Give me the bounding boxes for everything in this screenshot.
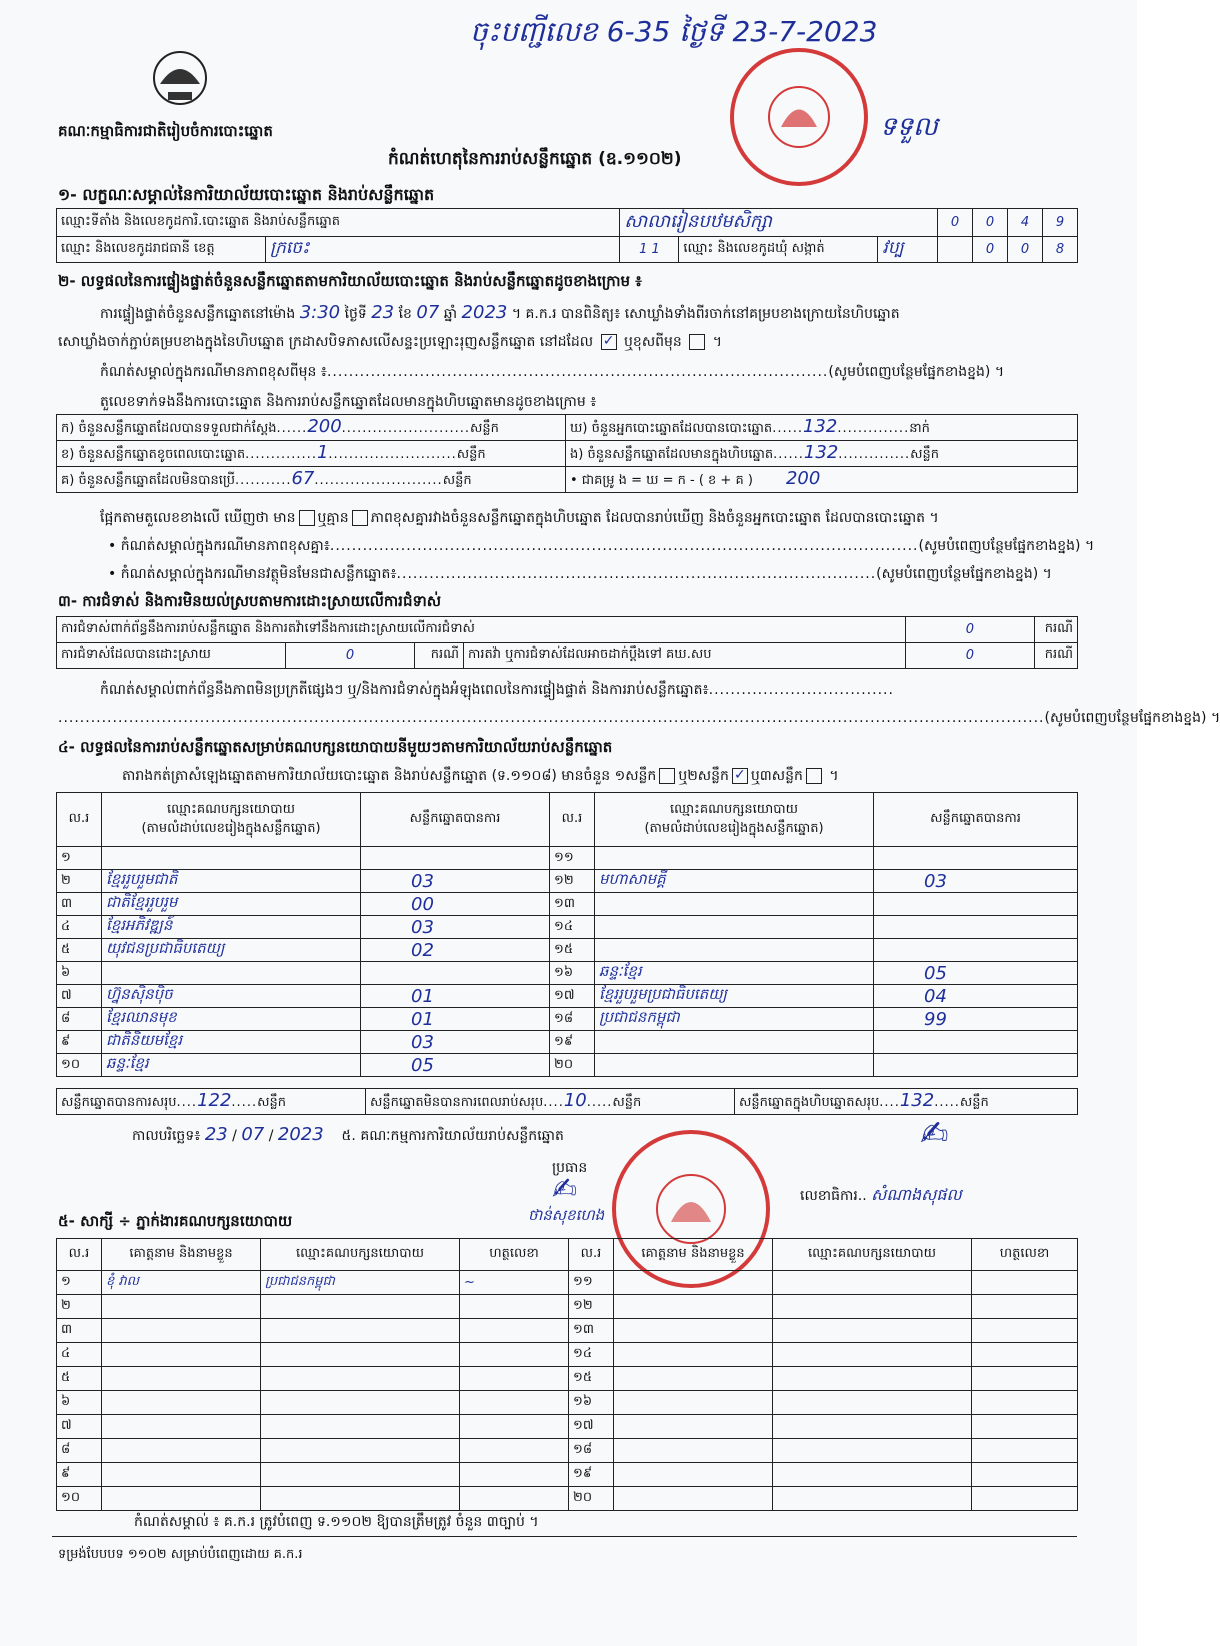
party-name: ជាតិខ្មែររួបរួម — [102, 893, 361, 916]
witness-row — [57, 1367, 1078, 1391]
results-row — [57, 893, 1078, 916]
witness-signature — [972, 1367, 1078, 1391]
commune-label: ឈ្មោះ និងលេខកូដឃុំ សង្កាត់ — [679, 237, 878, 263]
witness-number: ៨ — [57, 1439, 102, 1463]
party-name: ឆន្ទៈខ្មែរ — [102, 1054, 361, 1077]
party-number: ៦ — [57, 962, 102, 985]
province-label: ឈ្មោះ និងលេខកូដរាជធានី ខេត្ត — [57, 237, 266, 263]
witness-number: ១០ — [57, 1487, 102, 1511]
witness-name — [102, 1367, 261, 1391]
witness-number: ២ — [57, 1295, 102, 1319]
witness-signature — [972, 1415, 1078, 1439]
witness-signature: ~ — [460, 1271, 569, 1295]
irregularity-note-cont: .....................................................................................................................................................................................(សូមបំពេញបន្ថែមផ្នែកខាងខ្នង) ។ — [58, 710, 1220, 726]
section4-title: ៤- លទ្ធផលនៃការរាប់សន្លឹកឆ្នោតសម្រាប់គណបក្សនយោបាយនីមួយៗតាមការិយាល័យរាប់សន្លឹកឆ្នោត — [58, 738, 613, 756]
results-row — [57, 939, 1078, 962]
party-name — [595, 893, 874, 916]
witness-name — [614, 1463, 773, 1487]
witness-signature — [460, 1319, 569, 1343]
witness-row — [57, 1319, 1078, 1343]
party-number: ៥ — [57, 939, 102, 962]
tally-sheet-count-line: តារាងកត់ត្រាសំឡេងឆ្នោតតាមការិយាល័យបោះឆ្នោត និងរាប់សន្លឹកឆ្នោត (ទ.១១០៨) មានចំនួន ១សន្លឹក ឬ២សន្លឹក ✓ ឬ៣សន្លឹក ។ — [122, 767, 839, 784]
results-row — [57, 847, 1078, 870]
witness-name — [102, 1295, 261, 1319]
witness-name — [102, 1487, 261, 1511]
witness-signature — [460, 1439, 569, 1463]
objections-table: ការជំទាស់ពាក់ព័ន្ធនឹងការរាប់សន្លឹកឆ្នោត និងការតវ៉ាទៅនឹងការដោះស្រាយលើការជំទាស់ 0 ករណី ការជំទាស់ដែលបានដោះស្រាយ 0 ករណី ការតវ៉ា ឬការជំទាស់ដែលអាចដាក់ប្តឹងទៅ គឃ.សប 0 ករណី — [56, 616, 1078, 669]
witness-signature — [972, 1487, 1078, 1511]
handwritten-receipt-note: ចុះបញ្ជីលេខ 6-35 ថ្ងៃទី 23-7-2023 — [470, 15, 878, 48]
two-sheets-checkbox[interactable]: ✓ — [732, 768, 748, 784]
party-votes: 01 — [361, 985, 550, 1008]
witness-number: ៤ — [57, 1343, 102, 1367]
witness-signature — [972, 1271, 1078, 1295]
party-number: ១៣ — [550, 893, 595, 916]
secretary-signature: ✍ — [920, 1114, 949, 1154]
witness-party — [773, 1271, 972, 1295]
witness-signature — [972, 1391, 1078, 1415]
witness-signature — [972, 1319, 1078, 1343]
unchanged-checkbox[interactable]: ✓ — [601, 334, 617, 350]
witness-party — [773, 1295, 972, 1319]
witness-number: ១៦ — [569, 1391, 614, 1415]
party-votes: 03 — [361, 870, 550, 893]
secretary-line: លេខាធិការ.. សំណាងសុផល — [800, 1185, 962, 1204]
section1-table — [56, 208, 1078, 263]
witness-signature — [972, 1439, 1078, 1463]
party-votes: 03 — [361, 1031, 550, 1054]
resolved-count: 0 — [286, 643, 415, 669]
witness-party — [261, 1487, 460, 1511]
party-votes: 00 — [361, 893, 550, 916]
witness-party — [773, 1367, 972, 1391]
witness-number: ២០ — [569, 1487, 614, 1511]
results-row — [57, 962, 1078, 985]
party-votes: 05 — [361, 1054, 550, 1077]
ballot-figures-table — [56, 414, 1078, 493]
witness-party — [773, 1487, 972, 1511]
chair-signature: ✍ — [552, 1172, 578, 1207]
party-name: ខ្មែររួបរួមជាតិ — [102, 870, 361, 893]
results-table: ល.រ ឈ្មោះគណបក្សនយោបាយ (តាមលំដាប់លេខរៀងក្នុងសន្លឹកឆ្នោត) សន្លឹកឆ្នោតបានការ ល.រ ឈ្មោះគណបក្សនយោបាយ (តាមលំដាប់លេខរៀងក្នុងសន្លឹកឆ្នោត) សន្លឹកឆ្នោតបានការ ១ ១១ ២ ខ្មែររួបរួមជាតិ 03 ១២ មហាសាមគ្គី 03 ៣ ជាតិខ្មែររួបរួម 00 ១៣ ៤ ខ្មែរអភិវឌ្ឍន៍ 03 ១៤ ៥ យុវជនប្រជាធិបតេយ្យ 02 ១៥ ៦ ១៦ ឆន្ទៈខ្មែរ 05 ៧ ហ្វ៊ុនស៊ិនប៉ិច 01 ១៧ ខ្មែររួបរួមប្រជាធិបតេយ្យ 04 ៨ ខ្មែរឈានមុខ 01 ១៨ ប្រជាជនកម្ពុជា 99 ៩ ជាតិនិយមខ្មែរ 03 ១៩ ១០ ឆន្ទៈខ្មែរ 05 ២០ — [56, 792, 1078, 1077]
party-votes — [361, 847, 550, 870]
witness-number: ១២ — [569, 1295, 614, 1319]
location-code-3: 4 — [1008, 209, 1043, 237]
party-number: ៣ — [57, 893, 102, 916]
changed-checkbox[interactable] — [689, 334, 705, 350]
witness-name — [102, 1439, 261, 1463]
witness-name — [102, 1415, 261, 1439]
official-stamp-top — [730, 48, 868, 186]
witness-row — [57, 1391, 1078, 1415]
witness-party — [261, 1343, 460, 1367]
witness-number: ១១ — [569, 1271, 614, 1295]
chair-name: ថាន់សុខហេង — [528, 1206, 605, 1224]
witness-name — [102, 1343, 261, 1367]
witness-name — [102, 1319, 261, 1343]
witness-party — [773, 1343, 972, 1367]
formula-row: • ជាគម្រូ ង = ឃ = ក - ( ខ + គ ) 200 — [566, 467, 1078, 493]
party-name — [595, 916, 874, 939]
difference-note-line: កំណត់សម្គាល់ក្នុងករណីមានភាពខុសពីមុន ៖............................................................................................(សូមបំពេញបន្ថែមផ្នែកខាងខ្នង) ។ — [100, 364, 1005, 380]
witness-signature — [460, 1295, 569, 1319]
section1-title: ១- លក្ខណៈសម្គាល់នៃការិយាល័យបោះឆ្នោត និងរាប់សន្លឹកឆ្នោត — [58, 185, 435, 204]
witness-name — [614, 1415, 773, 1439]
party-number: ១៦ — [550, 962, 595, 985]
witness-name — [102, 1391, 261, 1415]
section3-title: ៣- ការជំទាស់ និងការមិនយល់ស្របតាមការដោះស្រាយលើការជំទាស់ — [58, 592, 442, 610]
witness-row — [57, 1295, 1078, 1319]
witness-row — [57, 1271, 1078, 1295]
party-name: ជាតិនិយមខ្មែរ — [102, 1031, 361, 1054]
party-number: ៩ — [57, 1031, 102, 1054]
party-votes: 02 — [361, 939, 550, 962]
witness-number: ១៨ — [569, 1439, 614, 1463]
witness-number: ៩ — [57, 1463, 102, 1487]
witness-number: ១៧ — [569, 1415, 614, 1439]
section5-title: ៥- សាក្សី ÷ ភ្នាក់ងារគណបក្សនយោបាយ — [58, 1212, 293, 1230]
party-name: ឆន្ទៈខ្មែរ — [595, 962, 874, 985]
verification-line: ការផ្ទៀងផ្ទាត់ចំនួនសន្លឹកឆ្នោតនៅម៉ោង 3:30 ថ្ងៃទី 23 ខែ 07 ឆ្នាំ 2023 ។ គ.ក.រ បានពិនិត្យ៖ សោឃ្លាំងទាំងពីរចាក់នៅគម្របខាងក្រោយនៃហិបឆ្នោត — [100, 302, 900, 323]
witness-party — [261, 1295, 460, 1319]
commune-value: វប្ប — [878, 237, 938, 263]
witness-party — [773, 1391, 972, 1415]
results-row — [57, 1031, 1078, 1054]
party-votes: 03 — [361, 916, 550, 939]
party-number: ១៩ — [550, 1031, 595, 1054]
difference-note: • កំណត់សម្គាល់ក្នុងករណីមានភាពខុសគ្នា៖............................................................................................................(សូមបំពេញបន្ថែមផ្នែកខាងខ្នង) ។ — [108, 538, 1095, 554]
nec-logo — [140, 44, 220, 116]
witness-row — [57, 1463, 1078, 1487]
party-number: ១៥ — [550, 939, 595, 962]
witness-party — [773, 1463, 972, 1487]
results-row — [57, 1054, 1078, 1077]
verification-time: 3:30 — [299, 302, 341, 323]
received-ballots: ក) ចំនួនសន្លឹកឆ្នោតដែលបានទទួលជាក់ស្តែង......200.........................សន្លឹក — [57, 415, 566, 441]
results-row — [57, 916, 1078, 939]
results-row — [57, 985, 1078, 1008]
party-votes — [361, 962, 550, 985]
witness-name — [614, 1439, 773, 1463]
witness-signature — [972, 1295, 1078, 1319]
witness-row — [57, 1439, 1078, 1463]
party-votes: 04 — [874, 985, 1078, 1008]
party-number: ៨ — [57, 1008, 102, 1031]
objection-label: ការជំទាស់ពាក់ព័ន្ធនឹងការរាប់សន្លឹកឆ្នោត និងការតវ៉ាទៅនឹងការដោះស្រាយលើការជំទាស់ — [57, 617, 906, 643]
figures-intro: តួលេខទាក់ទងនឹងការបោះឆ្នោត និងការរាប់សន្លឹកឆ្នោតដែលមានក្នុងហិបឆ្នោតមានដូចខាងក្រោម ៖ — [100, 394, 597, 410]
witness-number: ៥ — [57, 1367, 102, 1391]
invalid-total: សន្លឹកឆ្នោតមិនបានការពេលរាប់សរុប....10.....សន្លឹក — [366, 1089, 735, 1115]
witness-name — [614, 1343, 773, 1367]
ballots-in-box: ង) ចំនួនសន្លឹកឆ្នោតដែលមានក្នុងហិបឆ្នោត......132..............សន្លឹក — [566, 441, 1078, 467]
party-votes: 03 — [874, 870, 1078, 893]
party-votes — [874, 939, 1078, 962]
witness-name: ខុំ វាល — [102, 1271, 261, 1295]
witness-note: កំណត់សម្គាល់ ៖ គ.ក.រ ត្រូវបំពេញ ទ.១១០២ ឱ្យបានត្រឹមត្រូវ ចំនួន ៣ច្បាប់ ។ — [134, 1514, 539, 1530]
form-title: កំណត់ហេតុនៃការរាប់សន្លឹកឆ្នោត (ឧ.១១០២) — [388, 149, 682, 169]
one-sheet-checkbox[interactable] — [659, 768, 675, 784]
irregularity-note: កំណត់សម្គាល់ពាក់ព័ន្ធនឹងភាពមិនប្រក្រតីផ្សេងៗ ឬ/និងការជំទាស់ក្នុងអំឡុងពេលនៃការផ្ទៀងផ្ទាត់ និងការរាប់សន្លឹកឆ្នោត៖.................................. — [100, 682, 894, 698]
witness-name — [614, 1319, 773, 1343]
province-code: 1 1 — [620, 237, 679, 263]
commune-code-1: 0 — [973, 237, 1008, 263]
witness-signature — [460, 1391, 569, 1415]
party-name: ខ្មែរឈានមុខ — [102, 1008, 361, 1031]
spoiled-ballots: ខ) ចំនួនសន្លឹកឆ្នោតខូចពេលបោះឆ្នោត..............1.........................សន្លឹក — [57, 441, 566, 467]
party-name — [595, 847, 874, 870]
witness-signature — [972, 1343, 1078, 1367]
witness-name — [614, 1295, 773, 1319]
witness-name — [614, 1271, 773, 1295]
party-name — [595, 1054, 874, 1077]
party-number: ១៤ — [550, 916, 595, 939]
commune-code-2: 0 — [1008, 237, 1043, 263]
no-difference-checkbox[interactable] — [352, 510, 368, 526]
witness-row — [57, 1415, 1078, 1439]
party-name: ខ្មែររួបរួមប្រជាធិបតេយ្យ — [595, 985, 874, 1008]
party-name — [102, 847, 361, 870]
results-row — [57, 1008, 1078, 1031]
party-name: ហ្វ៊ុនស៊ិនប៉ិច — [102, 985, 361, 1008]
witness-party — [261, 1439, 460, 1463]
form-footer: ទម្រង់បែបបទ ១១០២ សម្រាប់បំពេញដោយ គ.ក.រ — [58, 1547, 303, 1562]
location-code-2: 0 — [973, 209, 1008, 237]
witness-row — [57, 1343, 1078, 1367]
party-votes: 05 — [874, 962, 1078, 985]
witness-party — [773, 1415, 972, 1439]
witness-party — [261, 1391, 460, 1415]
location-code-4: 9 — [1043, 209, 1078, 237]
party-votes: 99 — [874, 1008, 1078, 1031]
appealable-label: ការតវ៉ា ឬការជំទាស់ដែលអាចដាក់ប្តឹងទៅ គឃ.សប — [464, 643, 906, 669]
witness-number: ១៣ — [569, 1319, 614, 1343]
witness-table: ល.រ គោត្តនាម និងនាមខ្លួន ឈ្មោះគណបក្សនយោបាយ ហត្ថលេខា ល.រ គោត្តនាម និងនាមខ្លួន ឈ្មោះគណបក្សនយោបាយ ហត្ថលេខា ១ ខុំ វាល ប្រជាជនកម្ពុជា ~ ១១ ២ ១២ ៣ ១៣ ៤ ១៤ ៥ ១៥ ៦ ១៦ ៧ ១៧ ៨ ១៨ ៩ ១៩ ១០ ២០ — [56, 1238, 1078, 1511]
section2-title: ២- លទ្ធផលនៃការផ្ទៀងផ្ទាត់ចំនួនសន្លឹកឆ្នោតតាមការិយាល័យបោះឆ្នោត និងរាប់សន្លឹកឆ្នោតដូចខាងក្រោម ៖ — [58, 272, 642, 290]
party-votes — [874, 893, 1078, 916]
commune-code-3: 8 — [1043, 237, 1078, 263]
objection-count: 0 — [905, 617, 1034, 643]
witness-party: ប្រជាជនកម្ពុជា — [261, 1271, 460, 1295]
party-number: ២ — [57, 870, 102, 893]
box-total: សន្លឹកឆ្នោតក្នុងហិបឆ្នោតសរុប....132.....សន្លឹក — [735, 1089, 1078, 1115]
location-label: ឈ្មោះទីតាំង និងលេខកូដការិ.បោះឆ្នោត និងរាប់សន្លឹកឆ្នោត — [57, 209, 620, 237]
foreign-object-note: • កំណត់សម្គាល់ក្នុងករណីមានវត្ថុមិនមែនជាសន្លឹកឆ្នោត៖........................................................................................(សូមបំពេញបន្ថែមផ្នែកខាងខ្នង) ។ — [108, 566, 1052, 582]
witness-name — [614, 1367, 773, 1391]
witness-signature — [972, 1463, 1078, 1487]
witness-party — [773, 1439, 972, 1463]
party-votes — [874, 1031, 1078, 1054]
party-name: មហាសាមគ្គី — [595, 870, 874, 893]
date-line: កាលបរិច្ឆេទ៖ 23 / 07 / 2023 ៥. គណៈកម្មការការិយាល័យរាប់សន្លឹកឆ្នោត — [132, 1124, 564, 1145]
witness-name — [614, 1391, 773, 1415]
three-sheets-checkbox[interactable] — [806, 768, 822, 784]
witness-signature — [460, 1415, 569, 1439]
witness-number: ១ — [57, 1271, 102, 1295]
witness-name — [614, 1487, 773, 1511]
party-votes — [874, 1054, 1078, 1077]
witness-signature — [460, 1343, 569, 1367]
witness-party — [261, 1319, 460, 1343]
seal-status-line: សោឃ្លាំងចាក់ភ្ជាប់គម្របខាងក្នុងនៃហិបឆ្នោត ក្រដាសបិទភាសលើសន្ទះប្រឡោះរុញសន្លឹកឆ្នោត នៅដដែល ✓ ឬខុសពីមុន ។ — [58, 333, 722, 350]
org-title: គណៈកម្មាធិការជាតិរៀបចំការបោះឆ្នោត — [58, 122, 273, 140]
party-votes — [874, 916, 1078, 939]
witness-row — [57, 1487, 1078, 1511]
witness-party — [261, 1415, 460, 1439]
party-name — [595, 939, 874, 962]
witness-signature — [460, 1367, 569, 1391]
party-votes — [874, 847, 1078, 870]
party-name — [595, 1031, 874, 1054]
resolved-label: ការជំទាស់ដែលបានដោះស្រាយ — [57, 643, 286, 669]
location-value: សាលារៀនបឋមសិក្សា — [620, 209, 938, 237]
witness-party — [773, 1319, 972, 1343]
discrepancy-line: ផ្អែកតាមតួលេខខាងលើ ឃើញថា មាន ឬគ្មាន ភាពខុសគ្នារវាងចំនួនសន្លឹកឆ្នោតក្នុងហិបឆ្នោត ដែលបានរាប់ឃើញ និងចំនួនអ្នកបោះឆ្នោត ដែលបានបោះឆ្នោត ។ — [100, 510, 939, 526]
witness-number: ១៥ — [569, 1367, 614, 1391]
totals-table — [56, 1088, 1078, 1115]
witness-name — [102, 1463, 261, 1487]
party-number: ២០ — [550, 1054, 595, 1077]
party-number: ១៨ — [550, 1008, 595, 1031]
province-value: ក្រចេះ — [266, 237, 620, 263]
party-number: ៤ — [57, 916, 102, 939]
results-row — [57, 870, 1078, 893]
location-code-1: 0 — [938, 209, 973, 237]
witness-number: ១៤ — [569, 1343, 614, 1367]
witness-number: ៧ — [57, 1415, 102, 1439]
party-votes: 01 — [361, 1008, 550, 1031]
party-name: យុវជនប្រជាធិបតេយ្យ — [102, 939, 361, 962]
chair-label: ប្រធាន — [552, 1160, 588, 1176]
party-name: ខ្មែរអភិវឌ្ឍន៍ — [102, 916, 361, 939]
appealable-count: 0 — [905, 643, 1034, 669]
witness-signature — [460, 1463, 569, 1487]
party-number: ១៧ — [550, 985, 595, 1008]
party-number: ៧ — [57, 985, 102, 1008]
voters-count: ឃ) ចំនួនអ្នកបោះឆ្នោតដែលបានបោះឆ្នោត......132..............នាក់ — [566, 415, 1078, 441]
footer-rule — [52, 1536, 1077, 1537]
witness-number: ៦ — [57, 1391, 102, 1415]
witness-party — [261, 1367, 460, 1391]
witness-number: ១៩ — [569, 1463, 614, 1487]
witness-party — [261, 1463, 460, 1487]
unused-ballots: គ) ចំនួនសន្លឹកឆ្នោតដែលមិនបានប្រើ...........67.........................សន្លឹក — [57, 467, 566, 493]
party-name: ប្រជាជនកម្ពុជា — [595, 1008, 874, 1031]
party-name — [102, 962, 361, 985]
valid-total: សន្លឹកឆ្នោតបានការសរុប....122.....សន្លឹក — [57, 1089, 366, 1115]
witness-number: ៣ — [57, 1319, 102, 1343]
party-number: ១០ — [57, 1054, 102, 1077]
party-number: ១ — [57, 847, 102, 870]
party-number: ១១ — [550, 847, 595, 870]
has-difference-checkbox[interactable] — [299, 510, 315, 526]
party-number: ១២ — [550, 870, 595, 893]
stamp-signature-note: ទទួល — [880, 112, 938, 142]
witness-signature — [460, 1487, 569, 1511]
